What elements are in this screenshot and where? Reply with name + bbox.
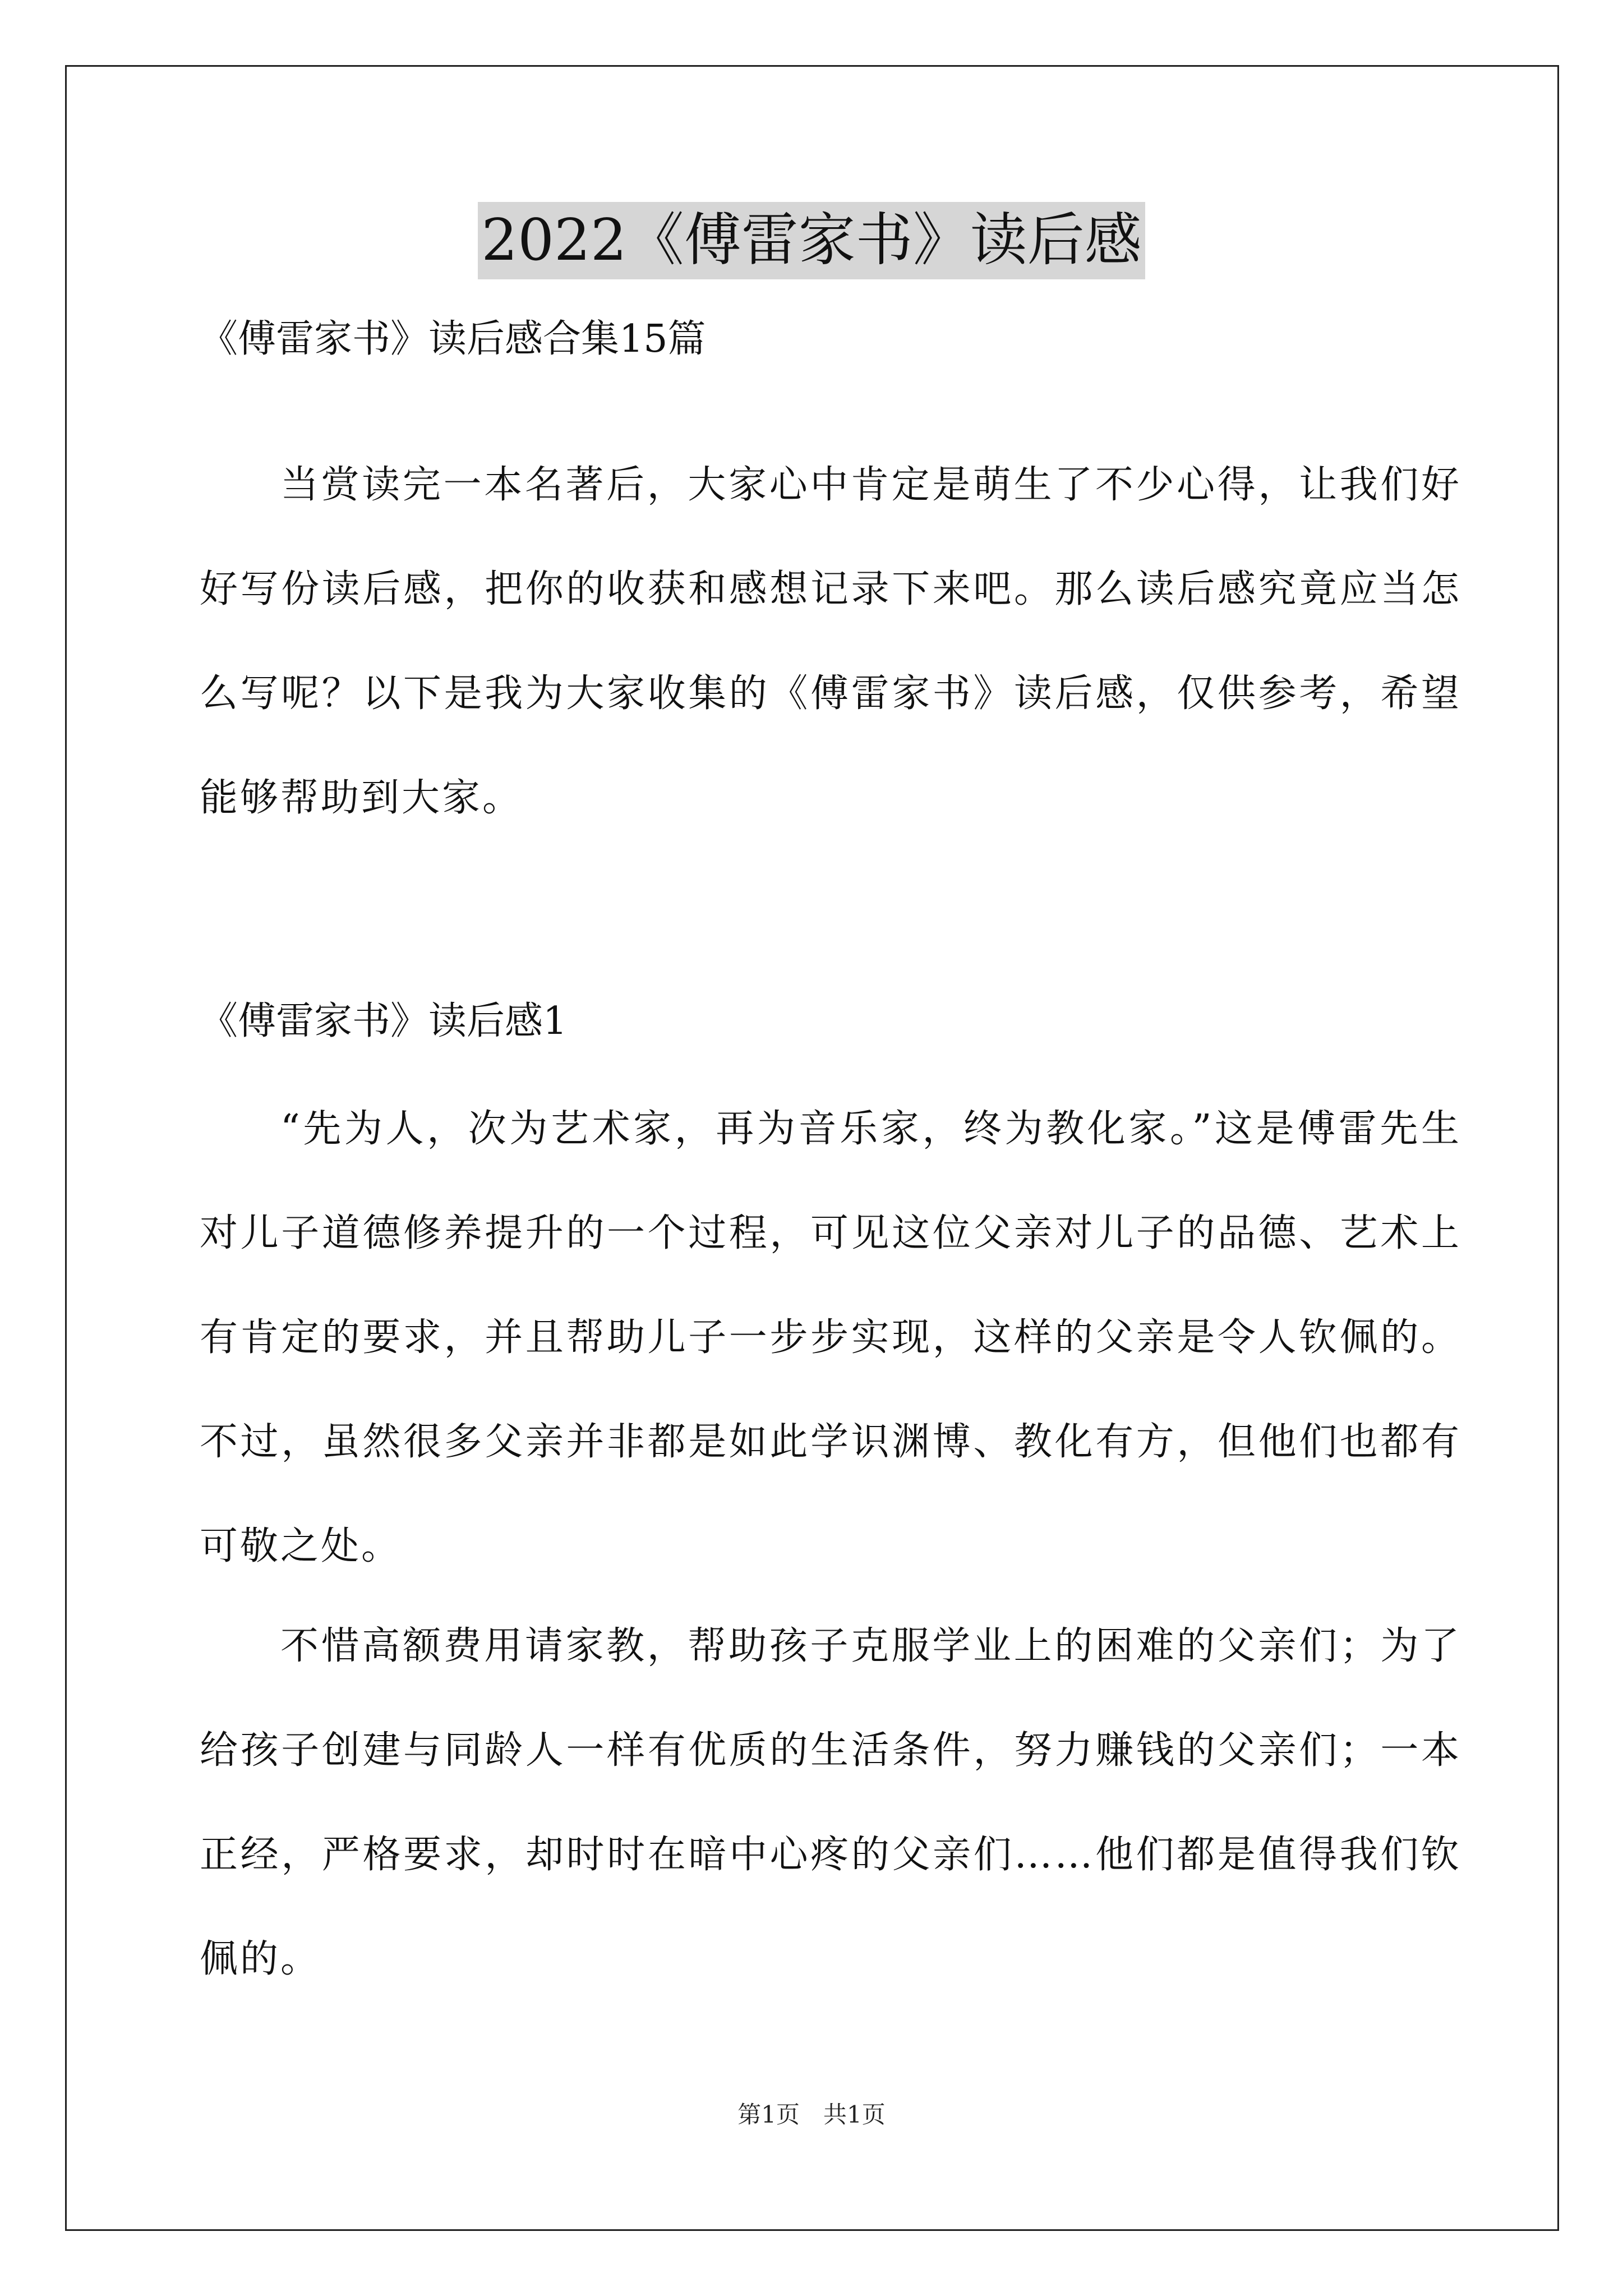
document-subtitle: 《傅雷家书》读后感合集15篇 [200,317,706,361]
section-heading: 《傅雷家书》读后感1 [200,999,568,1043]
body-paragraph-1: “先为人，次为艺术家，再为音乐家，终为教化家。”这是傅雷先生对儿子道德修养提升的一个过程，可见这位父亲对儿子的品德、艺术上有肯定的要求，并且帮助儿子一步步实现，这样的父亲是令人钦佩的。不过，虽然很多父亲并非都是如此学识渊博、教化有方，但他们也都有可敬之处。 [200,1107,1461,1568]
intro-paragraph: 当赏读完一本名著后，大家心中肯定是萌生了不少心得，让我们好好写份读后感，把你的收获和感想记录下来吧。那么读后感究竟应当怎么写呢？以下是我为大家收集的《傅雷家书》读后感，仅供参考，希望能够帮助到大家。 [200,463,1461,820]
document-title: 2022《傅雷家书》读后感 [478,202,1145,279]
title-container [0,202,1623,279]
page-footer: 第1页 共1页 [737,2101,886,2128]
body-paragraph-2: 不惜高额费用请家教，帮助孩子克服学业上的困难的父亲们；为了给孩子创建与同龄人一样有优质的生活条件，努力赚钱的父亲们；一本正经，严格要求，却时时在暗中心疼的父亲们……他们都是值得我们钦佩的。 [200,1624,1461,1981]
